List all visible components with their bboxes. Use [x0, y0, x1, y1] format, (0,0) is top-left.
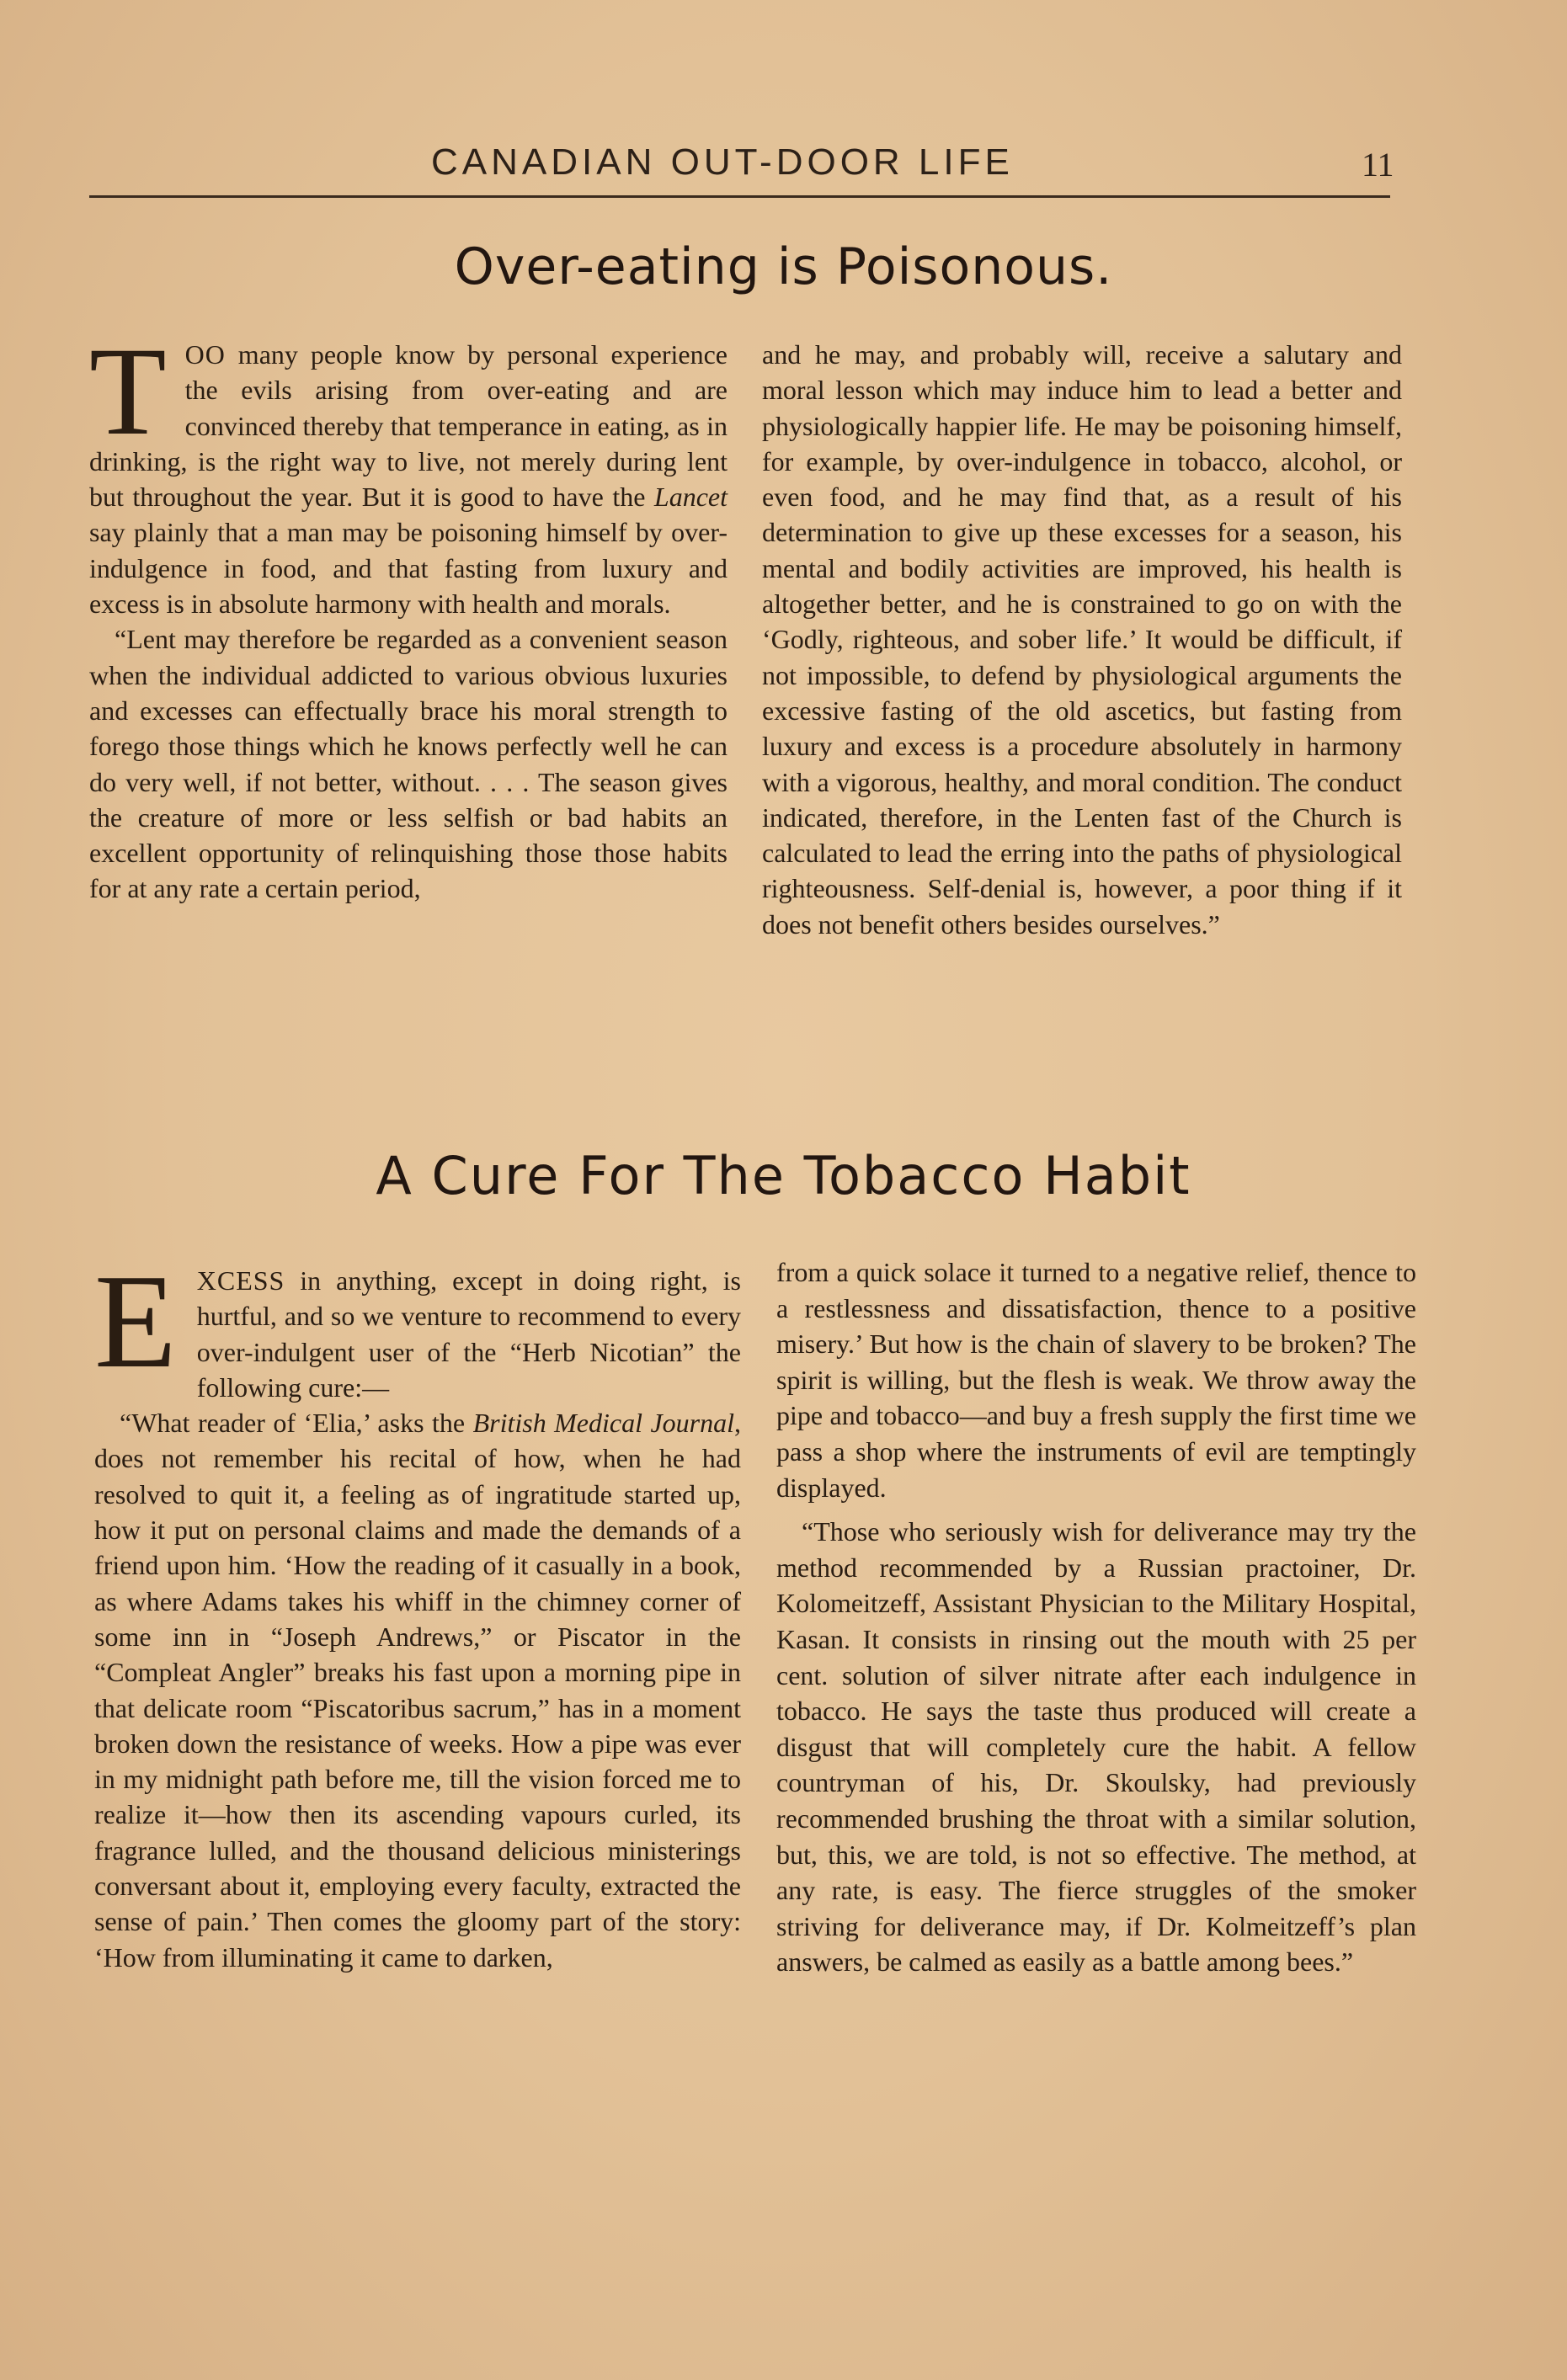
article-title-overeating: Over-eating is Poisonous. [454, 237, 1113, 296]
drop-cap-e: E [94, 1246, 177, 1396]
lancet-italic: Lancet [653, 482, 728, 513]
article2-paragraph-4: “Those who seriously wish for deliverance may try the method recommended by a Russian practoiner, Dr. Kolomeitzeff, Assistant Physician to the Military Hospital, Kasan. It consists in rinsing out the mouth with 25 per cent. solution of silver nitrate after each indulgence in tobacco. He says the taste thus produced will create a disgust that will completely cure the habit. A fellow countryman of his, Dr. Skoulsky, had previously recommended brushing the throat with a similar solution, but, this, we are told, is not so effective. The method, at any rate, is easy. The fierce struggles of the smoker striving for deliverance may, if Dr. Kolmeitzeff’s plan answers, be calmed as easily as a battle among bees.” [776, 1516, 1416, 1978]
article1-paragraph-2: “Lent may therefore be regarded as a convenient season when the individual addicted to various obvious luxuries and excesses can effectually brace his moral strength to forego those things which he knows perfectly well he can do very well, if not better, without. . . . The season gives the creature of more or less selfish or bad habits an excellent opportunity of relinquishing those those habits for at any rate a certain period, [89, 624, 728, 904]
bmj-italic: British Medical Journal [472, 1408, 735, 1439]
page-number: 11 [1362, 146, 1394, 184]
running-head [0, 141, 1567, 184]
article2-left-column [94, 1246, 742, 1975]
article2-paragraph-1: EXCESS in anything, except in doing right, is hurtful, and so we venture to recommend to every over-indulgent user of the “Herb Nicotian” the following cure:— [94, 1246, 741, 1403]
article1-right-column [762, 337, 1402, 942]
article1-paragraph-3: and he may, and probably will, receive a salutary and moral lesson which may induce him to lead a better and physiologically happier life. He may be poisoning himself, for example, by over-indulgence in tobacco, alcohol, or even food, and he may find that, as a result of his determination to give up these excesses for a season, his mental and bodily activities are improved, his health is altogether better, and he is constrained to go on with the ‘Godly, righteous, and sober life.’ It would be difficult, if not impossible, to defend by physiological arguments the excessive fasting of the old ascetics, but fasting from luxury and excess is a procedure absolutely in harmony with a vigorous, healthy, and moral condition. The conduct indicated, therefore, in the Lenten fast of the Church is calculated to lead the erring into the paths of physiological righteousness. Self-denial is, however, a poor thing if it does not benefit others besides ourselves.” [762, 339, 1402, 940]
running-title: CANADIAN OUT-DOOR LIFE [431, 141, 1014, 183]
article2-paragraph-2: “What reader of ‘Elia,’ asks the British Medical Journal, does not remember his recital of how, when he had resolved to quit it, a feeling as of ingratitude started up, how it put on personal claims and made the demands of a friend upon him. ‘How the reading of it casually in a book, as where Adams takes his whiff in the chimney corner of some inn in “Joseph Andrews,” or Piscator in the “Compleat Angler” breaks his fast upon a morning pipe in that delicate room “Piscatoribus sacrum,” has in a moment broken down the resistance of weeks. How a pipe was ever in my midnight path before me, till the vision forced me to realize it—how then its ascending vapours curled, its fragrance lulled, and the thousand delicious ministerings conversant about it, employing every faculty, extracted the sense of pain.’ Then comes the gloomy part of the story: ‘How from illuminating it came to darken, [94, 1408, 742, 1973]
article2-right-column [776, 1254, 1416, 1980]
article2-paragraph-3: from a quick solace it turned to a negative relief, thence to a restlessness and dissatisfaction, thence to a positive misery.’ But how is the chain of slavery to be broken? The spirit is willing, but the flesh is weak. We throw away the pipe and tobacco—and buy a fresh supply the first time we pass a shop where the instruments of evil are temptingly displayed. [776, 1257, 1416, 1503]
drop-cap-t: T [89, 322, 167, 461]
article-title-tobacco: A Cure For The Tobacco Habit [376, 1145, 1191, 1206]
article1-paragraph-1: TOO many people know by personal experience the evils arising from over-eating and are convinced thereby that temperance in eating, as in drinking, is the right way to live, not merely during lent but throughout the year. But it is good to have the Lancet say plainly that a man may be poisoning himself by over-indulgence in food, and that fasting from luxury and excess is in absolute harmony with health and morals. [89, 322, 728, 620]
header-rule [89, 195, 1390, 198]
article1-left-column [89, 322, 728, 907]
